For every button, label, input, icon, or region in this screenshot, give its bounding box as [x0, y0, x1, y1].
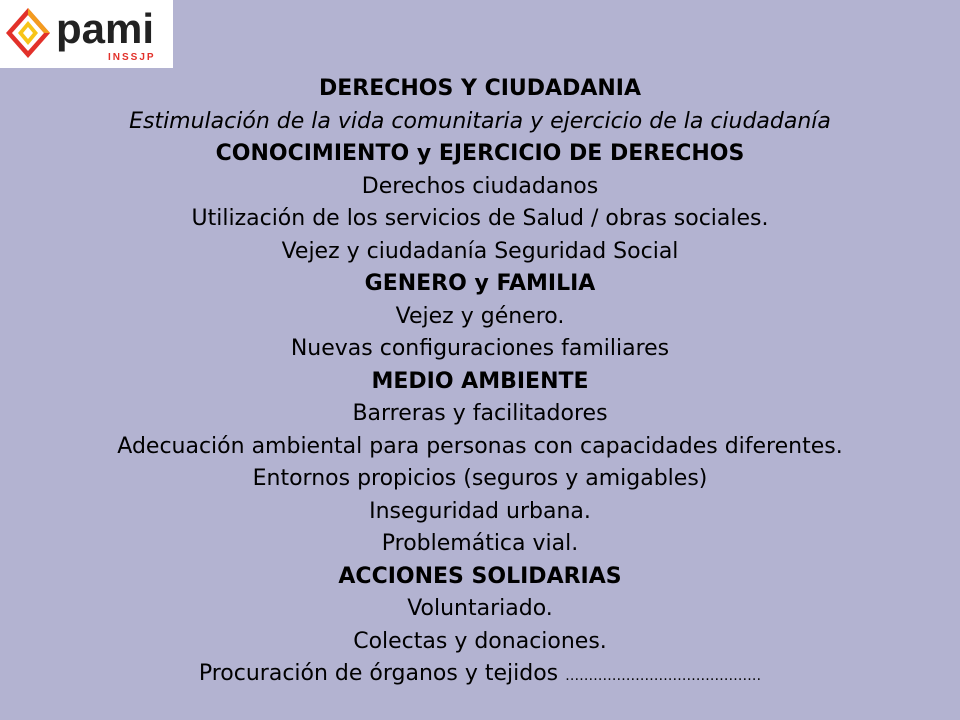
pami-logo — [0, 0, 173, 68]
list-item — [0, 463, 960, 496]
slide-content — [0, 73, 960, 693]
line-text: MEDIO AMBIENTE — [371, 368, 589, 394]
line-text: Colectas y donaciones. — [353, 628, 607, 654]
pami-diamond-icon — [6, 8, 50, 58]
section-subtitle — [0, 106, 960, 139]
line-text: Barreras y facilitadores — [352, 401, 608, 426]
list-item — [0, 398, 960, 431]
line-text: Utilización de los servicios de Salud / obras sociales. — [191, 206, 769, 231]
section-heading — [0, 73, 960, 106]
line-text: Voluntariado. — [407, 596, 553, 621]
pami-logo-graphic — [0, 0, 173, 68]
line-text: Nuevas configuraciones familiares — [290, 336, 670, 361]
line-text: Derechos ciudadanos — [361, 173, 599, 199]
section-heading — [0, 366, 960, 399]
line-text: Vejez y ciudadanía Seguridad Social — [281, 238, 679, 264]
section-heading — [0, 138, 960, 171]
list-item — [0, 626, 960, 659]
line-text: Procuración de órganos y tejidos — [198, 661, 559, 686]
logo-subtitle: INSSJP — [108, 52, 156, 63]
line-text: Problemática vial. — [381, 531, 579, 556]
list-item — [0, 496, 960, 529]
line-text: Adecuación ambiental para personas con capacidades diferentes. — [117, 433, 843, 459]
trailing-dots: …………………………………… — [565, 668, 762, 684]
list-item — [0, 333, 960, 366]
section-heading — [0, 268, 960, 301]
line-text: DERECHOS Y CIUDADANIA — [318, 76, 641, 101]
list-item — [0, 236, 960, 269]
line-text: ACCIONES SOLIDARIAS — [338, 563, 622, 589]
list-item — [0, 203, 960, 236]
logo-wordmark: pami — [56, 5, 155, 52]
line-text: Inseguridad urbana. — [369, 498, 591, 524]
list-item — [0, 528, 960, 561]
list-item — [0, 171, 960, 204]
line-text: Entornos propicios (seguros y amigables) — [252, 466, 708, 491]
section-heading — [0, 561, 960, 594]
list-item — [0, 593, 960, 626]
list-item — [0, 431, 960, 464]
list-item — [0, 658, 960, 693]
list-item — [0, 301, 960, 334]
line-text: Vejez y género. — [395, 303, 565, 329]
line-text: Estimulación de la vida comunitaria y ejercicio de la ciudadanía — [129, 108, 831, 134]
line-text: CONOCIMIENTO y EJERCICIO DE DERECHOS — [215, 141, 745, 166]
line-text: GENERO y FAMILIA — [364, 271, 596, 296]
